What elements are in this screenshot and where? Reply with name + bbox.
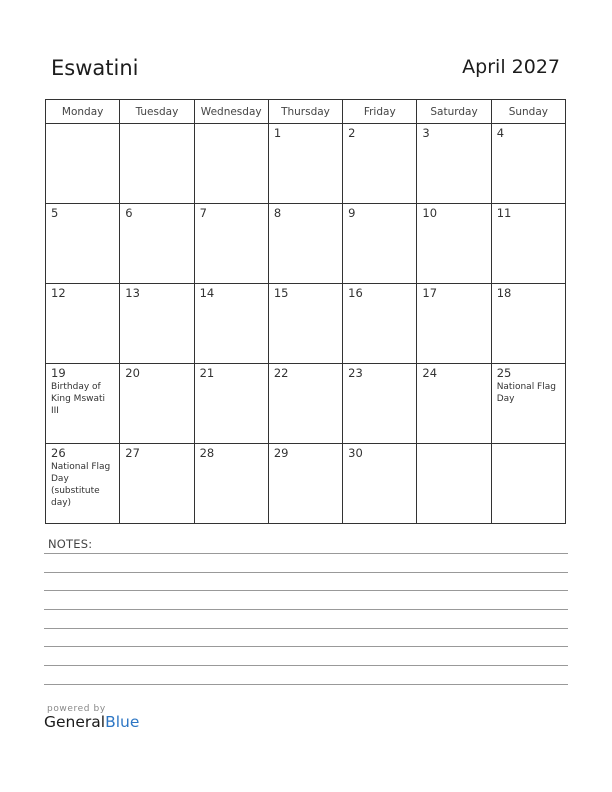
holiday-label: National Flag Day (substitute day) (51, 462, 111, 508)
day-number: 11 (496, 206, 512, 220)
day-number: 15 (273, 286, 289, 300)
note-line (44, 553, 568, 554)
brand-name (44, 713, 139, 731)
day-cell (194, 124, 268, 204)
day-number: 14 (199, 286, 215, 300)
day-cell (194, 444, 268, 524)
day-cell (120, 204, 194, 284)
day-number: 21 (199, 366, 215, 380)
day-cell (120, 364, 194, 444)
day-cell (343, 204, 417, 284)
note-line (44, 646, 568, 647)
day-number: 19 (51, 366, 66, 380)
weekday-friday: Friday (343, 100, 417, 124)
day-number: 5 (51, 206, 59, 220)
generalblue-logo (44, 704, 139, 731)
day-number: 18 (496, 286, 512, 300)
day-number: 22 (273, 366, 289, 380)
day-number: 24 (422, 366, 438, 380)
day-cell (46, 124, 120, 204)
day-cell (268, 284, 342, 364)
day-cell (417, 364, 491, 444)
weekday-wednesday: Wednesday (194, 100, 268, 124)
brand-blue: Blue (105, 713, 140, 731)
day-number: 16 (348, 286, 363, 300)
day-cell (268, 204, 342, 284)
day-number: 27 (125, 446, 140, 460)
weekday-tuesday: Tuesday (120, 100, 194, 124)
month-title: April 2027 (462, 56, 560, 78)
weekday-sunday: Sunday (491, 100, 565, 124)
country-title: Eswatini (51, 56, 139, 80)
day-cell (46, 364, 120, 444)
weekday-thursday: Thursday (268, 100, 342, 124)
weekday-monday: Monday (46, 100, 120, 124)
day-number: 2 (348, 126, 356, 140)
day-cell (268, 364, 342, 444)
day-number: 23 (348, 366, 363, 380)
day-number: 7 (199, 206, 207, 220)
weekday-saturday: Saturday (417, 100, 491, 124)
week-row (46, 284, 566, 364)
day-number: 26 (51, 446, 66, 460)
day-cell (491, 204, 565, 284)
holiday-label: National Flag Day (496, 382, 556, 404)
day-number: 30 (348, 446, 363, 460)
day-cell (417, 124, 491, 204)
day-cell (491, 364, 565, 444)
day-cell (491, 284, 565, 364)
week-row (46, 364, 566, 444)
day-number: 25 (496, 366, 512, 380)
day-cell (46, 444, 120, 524)
day-number: 9 (348, 206, 356, 220)
day-number: 13 (125, 286, 140, 300)
day-number: 1 (273, 126, 282, 140)
note-line (44, 684, 568, 685)
day-cell (46, 204, 120, 284)
day-number: 8 (273, 206, 282, 220)
day-number: 29 (273, 446, 289, 460)
notes-label: NOTES: (48, 537, 93, 551)
day-number: 20 (125, 366, 140, 380)
day-cell (194, 204, 268, 284)
note-line (44, 609, 568, 610)
weekday-header-row (46, 100, 566, 124)
day-cell (343, 364, 417, 444)
day-cell (120, 444, 194, 524)
holiday-label: Birthday of King Mswati III (51, 382, 106, 416)
brand-general: General (44, 713, 106, 731)
week-row (46, 204, 566, 284)
calendar-grid (45, 99, 566, 524)
note-line (44, 590, 568, 591)
day-cell (417, 284, 491, 364)
day-cell (268, 444, 342, 524)
week-row (46, 444, 566, 524)
note-line (44, 628, 568, 629)
note-line (44, 572, 568, 573)
day-number: 10 (422, 206, 438, 220)
day-cell (194, 284, 268, 364)
day-number: 17 (422, 286, 438, 300)
day-cell (417, 204, 491, 284)
day-cell (120, 284, 194, 364)
week-row (46, 124, 566, 204)
powered-by-text: powered by (47, 704, 106, 714)
day-number: 12 (51, 286, 66, 300)
day-number: 28 (199, 446, 215, 460)
day-cell (120, 124, 194, 204)
day-cell (343, 284, 417, 364)
day-cell (491, 444, 565, 524)
day-cell (491, 124, 565, 204)
day-number: 3 (422, 126, 430, 140)
day-cell (268, 124, 342, 204)
day-cell (417, 444, 491, 524)
day-cell (343, 444, 417, 524)
day-number: 6 (125, 206, 133, 220)
day-cell (343, 124, 417, 204)
note-line (44, 665, 568, 666)
day-cell (194, 364, 268, 444)
day-number: 4 (496, 126, 505, 140)
day-cell (46, 284, 120, 364)
